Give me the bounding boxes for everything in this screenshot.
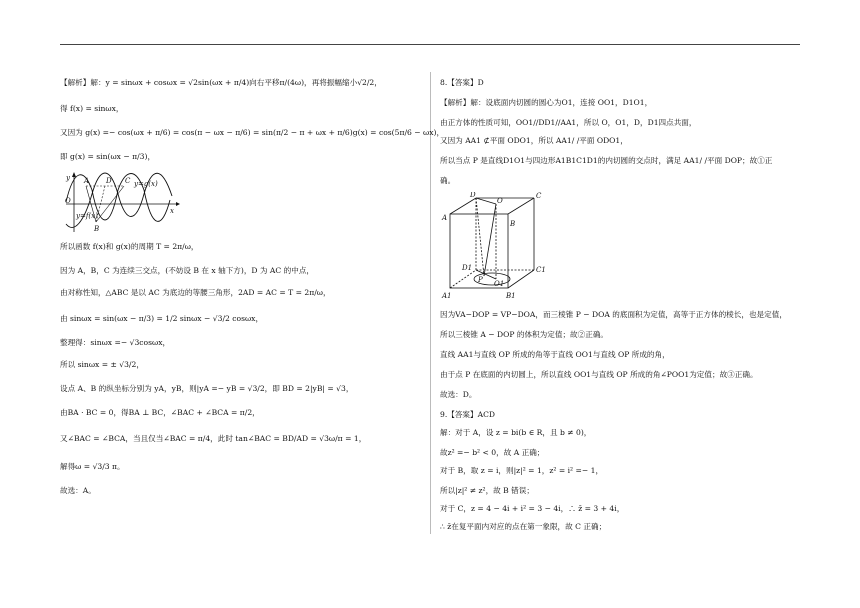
answer-heading: 8.【答案】D [440, 78, 484, 87]
solution-line: 解得ω = √3/3 π。 [60, 462, 125, 471]
left-column [60, 78, 445, 518]
cube-label-a: A [442, 214, 448, 222]
solution-line: 由 sinωx = sin(ωx − π/3) = 1/2 sinωx − √3/2 cosωx， [60, 314, 264, 323]
solution-line: 解：对于 A，设 z = bi(b ∈ R，且 b ≠ 0)， [440, 428, 592, 437]
solution-line: 又∠BAC = ∠BCA，当且仅当∠BAC = π/4，此时 tan∠BAC = BD/AD = √3ω/π = 1， [60, 434, 367, 443]
solution-line: 由正方体的性质可知，OO1//DD1//AA1，所以 O，O1，D，D1四点共面， [440, 118, 697, 127]
solution-line: 故z² =− b² < 0，故 A 正确； [440, 448, 545, 457]
solution-line: 由对称性知，△ABC 是以 AC 为底边的等腰三角形，2AD = AC = T = 2π/ω， [60, 288, 331, 297]
graph-label-x: x [170, 207, 174, 215]
cube-label-d1: D1 [462, 264, 473, 272]
cube-label-p: P [478, 276, 483, 284]
cube-label-c1: C1 [536, 266, 546, 274]
solution-line: 所以 sinωx = ± √3/2， [60, 360, 144, 369]
cube-diagram [440, 192, 560, 302]
solution-line: 得 f(x) = sinωx， [60, 104, 124, 113]
x-axis-arrow [176, 202, 180, 206]
graph-label-g: y=g(x) [134, 180, 158, 188]
cube-label-o1: O1 [494, 280, 505, 288]
solution-line: 所以三棱锥 A − DOP 的体积为定值；故②正确。 [440, 330, 609, 339]
solution-line: 所以当点 P 是直线D1O1与四边形A1B1C1D1的内切圆的交点时，满足 AA1/ /平面 DOP；故①正 [440, 156, 773, 165]
solution-line: 【解析】解：设底面内切圆的圆心为O1，连接 OO1，D1O1， [440, 98, 653, 107]
graph-label-b: B [94, 225, 100, 233]
solution-line: 所以函数 f(x)和 g(x)的周期 T = 2π/ω， [60, 242, 199, 251]
solution-line: 【解析】解：y = sinωx + cosωx = √2sin(ωx + π/4)向右平移π/(4ω)，再将振幅缩小√2/2， [60, 78, 382, 87]
graph-label-y: y [66, 174, 70, 182]
y-axis-arrow [72, 172, 76, 177]
graph-label-f: y=f(x) [76, 212, 98, 220]
solution-line: 由于点 P 在底面的内切圆上，所以直线 OO1与直线 OP 所成的角∠POO1为定值；故③正确。 [440, 370, 758, 379]
answer-heading: 9.【答案】ACD [440, 410, 496, 419]
cube-label-a1: A1 [442, 292, 452, 300]
graph-label-c: C [125, 177, 131, 185]
solution-line: 所以|z|² ≠ z²，故 B 错误； [440, 486, 534, 495]
solution-line: 对于 B，取 z = i，则|z|² = 1，z² = i² =− 1， [440, 466, 604, 475]
solution-line: 确。 [440, 176, 456, 185]
cube-label-c: C [536, 192, 542, 200]
solution-line: 因为VA−DOP = VP−DOA，而三棱锥 P − DOA 的底面积为定值，高等于正方体的棱长，也是定值， [440, 310, 787, 319]
column-divider [430, 72, 431, 534]
solution-line: 又因为 g(x) =− cos(ωx + π/6) = cos(π − ωx − π/6) = sin(π/2 − π + ωx + π/6)g(x) = cos(5π/6 − ωx)， [60, 128, 445, 137]
sine-graph [62, 172, 180, 234]
solution-line: 又因为 AA1 ⊄平面 ODO1，所以 AA1/ /平面 ODO1， [440, 136, 628, 145]
graph-label-a: A [84, 177, 90, 185]
graph-label-o: O [65, 197, 71, 205]
solution-line: 故选：D。 [440, 390, 477, 399]
solution-line: 即 g(x) = sin(ωx − π/3)， [60, 152, 156, 161]
solution-line: 由BA · BC = 0，得BA ⊥ BC，∠BAC + ∠BCA = π/2， [60, 408, 260, 417]
header-rule [60, 44, 800, 45]
solution-line: 故选：A。 [60, 486, 96, 495]
solution-line: 因为 A，B，C 为连续三交点，(不妨设 B 在 x 轴下方)，D 为 AC 的中点， [60, 266, 315, 275]
solution-line: 设点 A、B 的纵坐标分别为 yA，yB，则|yA =− yB = √3/2，即 BD = 2|yB| = √3， [60, 384, 354, 393]
cube-label-b1: B1 [506, 292, 516, 300]
segment-po [484, 204, 496, 276]
cube-label-d: D [470, 192, 476, 199]
solution-line: 整理得：sinωx =− √3cosωx， [60, 338, 171, 347]
graph-label-d: D [106, 177, 112, 185]
right-column [440, 78, 800, 538]
cube-label-b: B [510, 220, 516, 228]
solution-line: ∴ z̄在复平面内对应的点在第一象限，故 C 正确； [440, 522, 607, 531]
solution-line: 直线 AA1与直线 OP 所成的角等于直线 OO1与直线 OP 所成的角， [440, 350, 670, 359]
solution-line: 对于 C，z = 4 − 4i + i² = 3 − 4i，∴ z̄ = 3 + 4i， [440, 504, 625, 513]
cube-label-o: O [497, 197, 503, 205]
